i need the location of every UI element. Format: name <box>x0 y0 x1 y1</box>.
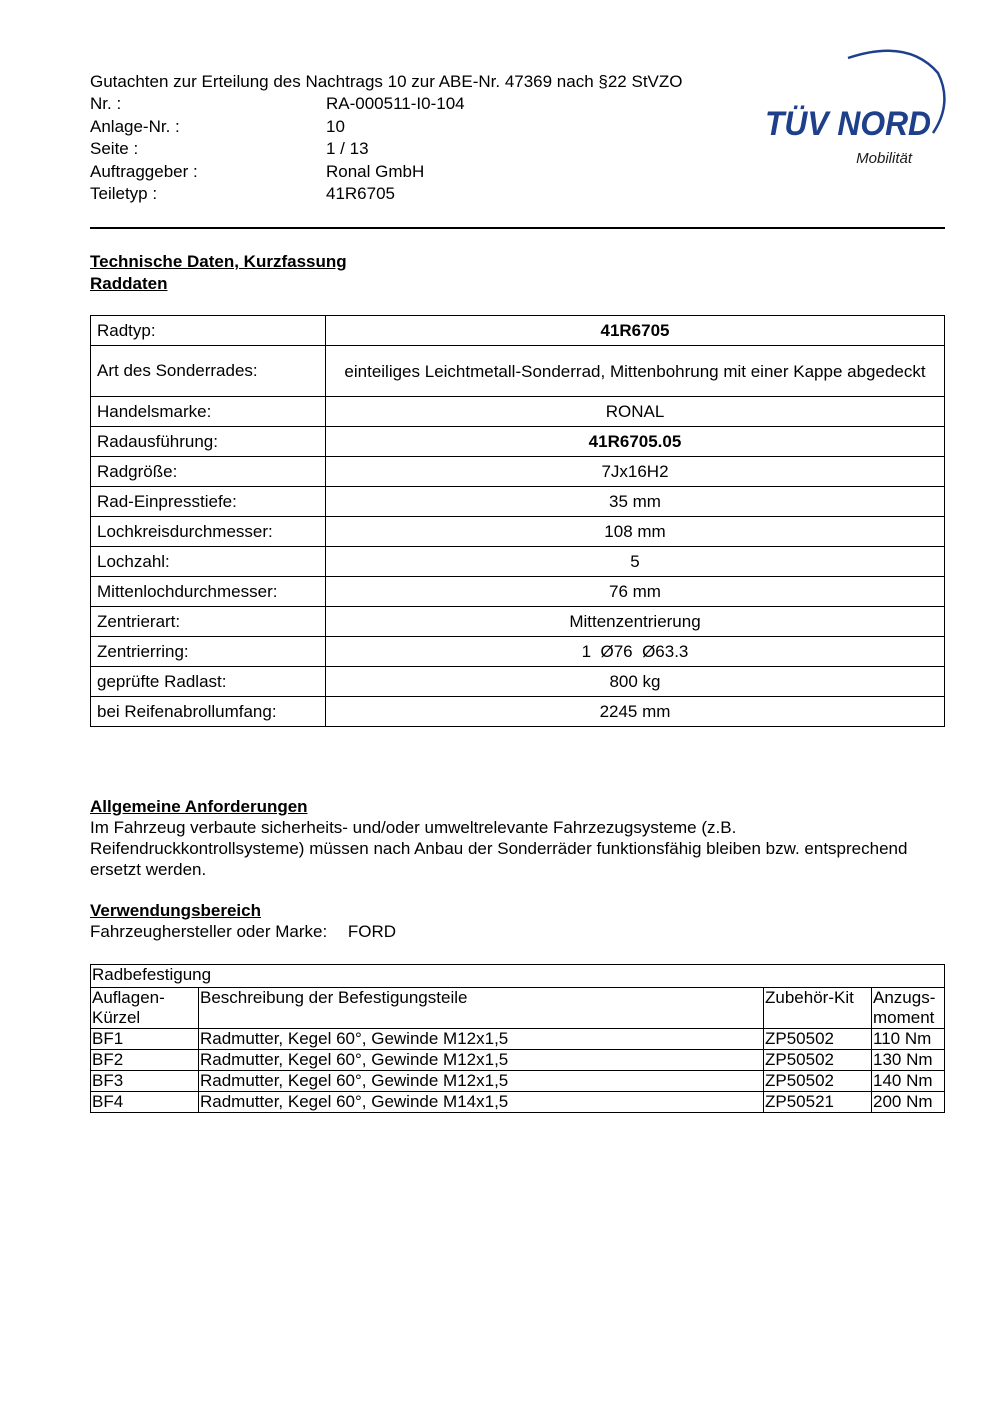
row-value: 108 mm <box>326 517 945 547</box>
row-value: 800 kg <box>326 667 945 697</box>
row-label: Radtyp: <box>91 316 326 346</box>
row-label: Lochzahl: <box>91 547 326 577</box>
row-value: einteiliges Leichtmetall-Sonderrad, Mittenbohrung mit einer Kappe abgedeckt <box>326 346 945 397</box>
table-title-row <box>91 965 945 988</box>
header-value: Ronal GmbH <box>326 162 425 181</box>
table-row <box>91 1092 945 1113</box>
row-value: RONAL <box>326 397 945 427</box>
table-cell: BF3 <box>91 1071 199 1092</box>
column-header: Anzugs- moment <box>872 988 945 1029</box>
table-cell: ZP50502 <box>764 1029 872 1050</box>
raddaten-table <box>90 315 945 727</box>
tuev-nord-logo <box>748 48 948 173</box>
header-label: Nr. : <box>90 94 122 113</box>
row-label: bei Reifenabrollumfang: <box>91 697 326 727</box>
table-cell: 130 Nm <box>872 1050 945 1071</box>
table-cell: BF4 <box>91 1092 199 1113</box>
table-row <box>91 547 945 577</box>
header-value: 1 / 13 <box>326 139 369 158</box>
header-label: Teiletyp : <box>90 184 158 203</box>
section-subheading-raddaten: Raddaten <box>90 274 168 293</box>
table-cell: Radmutter, Kegel 60°, Gewinde M12x1,5 <box>199 1050 764 1071</box>
header-row-auftraggeber <box>90 161 424 183</box>
header-label: Seite : <box>90 139 139 158</box>
table-header-row <box>91 988 945 1029</box>
allgemein-text: Im Fahrzeug verbaute sicherheits- und/oder umweltrelevante Fahrzezugsysteme (z.B. Reifendruckkontrollsysteme) müssen nach Anbau der Sonderräder funktionsfähig bleiben bzw. entsprechend ersetzt werden. <box>90 818 908 879</box>
table-row <box>91 577 945 607</box>
column-header: Auflagen- Kürzel <box>91 988 199 1029</box>
table-row <box>91 487 945 517</box>
header-value: RA-000511-I0-104 <box>326 94 465 113</box>
table-cell: 140 Nm <box>872 1071 945 1092</box>
table-row <box>91 397 945 427</box>
logo-brand: TÜV NORD <box>765 105 931 143</box>
table-cell: BF1 <box>91 1029 199 1050</box>
column-header: Beschreibung der Befestigungsteile <box>199 988 764 1029</box>
verwendung-label: Fahrzeughersteller oder Marke: <box>90 922 328 941</box>
row-label: Mittenlochdurchmesser: <box>91 577 326 607</box>
table-row <box>91 316 945 346</box>
header-label: Anlage-Nr. : <box>90 117 180 136</box>
header-row-anlage <box>90 116 345 138</box>
table-cell: ZP50502 <box>764 1071 872 1092</box>
row-label: Art des Sonderrades: <box>91 346 326 397</box>
table-cell: ZP50502 <box>764 1050 872 1071</box>
logo-sub: Mobilität <box>856 150 912 167</box>
header-row-nr <box>90 93 465 115</box>
row-value: 5 <box>326 547 945 577</box>
header-label: Auftraggeber : <box>90 162 198 181</box>
verwendung-line <box>90 921 945 942</box>
header-value: 41R6705 <box>326 184 396 203</box>
table-row <box>91 1071 945 1092</box>
radbefestigung-table <box>90 964 945 1113</box>
header-value: 10 <box>326 117 345 136</box>
row-label: geprüfte Radlast: <box>91 667 326 697</box>
table-cell: 200 Nm <box>872 1092 945 1113</box>
row-label: Radgröße: <box>91 457 326 487</box>
table-row <box>91 346 945 397</box>
row-value: 41R6705 <box>326 316 945 346</box>
document-title: Gutachten zur Erteilung des Nachtrags 10 zur ABE-Nr. 47369 nach §22 StVZO <box>90 72 683 91</box>
header-row-seite <box>90 138 369 160</box>
table-row <box>91 637 945 667</box>
section-heading-allgemeine: Allgemeine Anforderungen <box>90 797 308 816</box>
row-label: Zentrierart: <box>91 607 326 637</box>
section-heading-verwendung: Verwendungsbereich <box>90 901 261 920</box>
row-label: Lochkreisdurchmesser: <box>91 517 326 547</box>
table-row <box>91 1029 945 1050</box>
row-label: Zentrierring: <box>91 637 326 667</box>
verwendung-value: FORD <box>347 922 397 941</box>
header-divider <box>90 227 945 229</box>
table-row <box>91 517 945 547</box>
table-cell: ZP50521 <box>764 1092 872 1113</box>
row-value: 76 mm <box>326 577 945 607</box>
row-label: Handelsmarke: <box>91 397 326 427</box>
table-row <box>91 667 945 697</box>
table-title: Radbefestigung <box>91 965 945 988</box>
row-label: Rad-Einpresstiefe: <box>91 487 326 517</box>
table-cell: Radmutter, Kegel 60°, Gewinde M12x1,5 <box>199 1029 764 1050</box>
column-header: Zubehör-Kit <box>764 988 872 1029</box>
row-value: 1 Ø76 Ø63.3 <box>326 637 945 667</box>
table-row <box>91 607 945 637</box>
table-cell: Radmutter, Kegel 60°, Gewinde M12x1,5 <box>199 1071 764 1092</box>
row-value: 41R6705.05 <box>326 427 945 457</box>
table-cell: Radmutter, Kegel 60°, Gewinde M14x1,5 <box>199 1092 764 1113</box>
table-cell: 110 Nm <box>872 1029 945 1050</box>
section-heading-technische-daten: Technische Daten, Kurzfassung <box>90 252 347 271</box>
table-row <box>91 697 945 727</box>
table-row <box>91 1050 945 1071</box>
header-row-teiletyp <box>90 183 395 205</box>
row-label: Radausführung: <box>91 427 326 457</box>
row-value: 35 mm <box>326 487 945 517</box>
row-value: 7Jx16H2 <box>326 457 945 487</box>
row-value: 2245 mm <box>326 697 945 727</box>
table-cell: BF2 <box>91 1050 199 1071</box>
table-row <box>91 427 945 457</box>
table-row <box>91 457 945 487</box>
row-value: Mittenzentrierung <box>326 607 945 637</box>
